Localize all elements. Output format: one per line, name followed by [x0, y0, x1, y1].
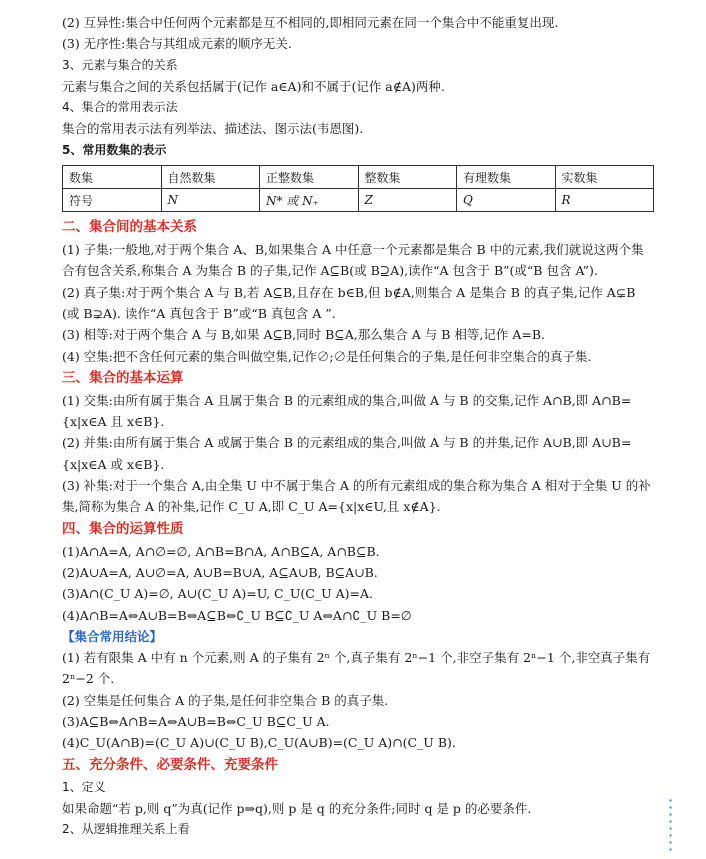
table-cell: R	[555, 189, 654, 212]
table-header-row	[63, 166, 654, 189]
subheading: 1、定义	[62, 779, 106, 794]
table-cell: 数集	[63, 166, 162, 189]
text-line: (2)A∪A=A, A∪∅=A, A∪B=B∪A, A⊆A∪B, B⊆A∪B.	[62, 564, 378, 580]
table-row	[63, 189, 654, 212]
text-line: 如果命题“若 p,则 q”为真(记作 p⇒q),则 p 是 q 的充分条件;同时 q 是 p 的必要条件.	[62, 800, 532, 816]
text-line: (2) 互异性:集合中任何两个元素都是互不相同的,即相同元素在同一个集合中不能重复出现.	[62, 15, 559, 30]
table-cell: 符号	[63, 189, 162, 212]
text-line: (3) 相等:对于两个集合 A 与 B,如果 A⊆B,同时 B⊆A,那么集合 A 与 B 相等,记作 A=B.	[62, 327, 545, 343]
text-line: (4) 空集:把不含任何元素的集合叫做空集,记作∅;∅是任何集合的子集,是任何非空集合的真子集.	[62, 348, 592, 364]
table-cell: 整数集	[358, 166, 457, 189]
text-line: (2) 空集是任何集合 A 的子集,是任何非空集合 B 的真子集.	[62, 692, 389, 708]
text-line: 合有包含关系,称集合 A 为集合 B 的子集,记作 A⊆B(或 B⊇A),读作“A 包含于 B”(或“B 包含 A”).	[62, 263, 598, 279]
text-line: (4)A∩B=A⇔A∪B=B⇔A⊆B⇔∁_U B⊆∁_U A⇔A∩∁_U B=∅	[62, 607, 412, 623]
text-line: 2ⁿ−2 个.	[62, 671, 115, 687]
decorative-dots	[669, 797, 672, 855]
text-line: (3) 无序性:集合与其组成元素的顺序无关.	[62, 36, 292, 52]
text-line: (1) 子集:一般地,对于两个集合 A、B,如果集合 A 中任意一个元素都是集合 B 中的元素,我们就说这两个集	[62, 242, 644, 258]
table-cell: Z	[358, 189, 457, 212]
section-title: 四、集合的运算性质	[62, 520, 184, 537]
subheading: 3、元素与集合的关系	[62, 57, 178, 72]
table-cell: 自然数集	[161, 166, 260, 189]
text-line: (1) 若有限集 A 中有 n 个元素,则 A 的子集有 2ⁿ 个,真子集有 2ⁿ−1 个,非空子集有 2ⁿ−1 个,非空真子集有	[62, 650, 651, 666]
text-line: 元素与集合之间的关系包括属于(记作 a∈A)和不属于(记作 a∉A)两种.	[62, 78, 445, 94]
document-page	[62, 12, 662, 841]
table-cell: 正整数集	[260, 166, 359, 189]
table-cell: N	[161, 189, 260, 212]
conclusions-title: 【集合常用结论】	[62, 628, 163, 644]
text-line: (3)A⊆B⇔A∩B=A⇔A∪B=B⇔C_U B⊆C_U A.	[62, 714, 330, 730]
text-line: (2) 并集:由所有属于集合 A 或属于集合 B 的元素组成的集合,叫做 A 与 B 的并集,记作 A∪B,即 A∪B=	[62, 435, 632, 451]
text-line: {x|x∈A 或 x∈B}.	[62, 456, 165, 472]
text-line: 集,简称为集合 A 的补集,记作 C_U A,即 C_U A={x|x∈U,且 x∉A}.	[62, 499, 441, 515]
number-set-table	[62, 165, 654, 212]
section-title: 三、集合的基本运算	[62, 369, 184, 386]
text-line: 集合的常用表示法有列举法、描述法、图示法(韦恩图).	[62, 121, 364, 137]
text-line: (1)A∩A=A, A∩∅=∅, A∩B=B∩A, A∩B⊆A, A∩B⊆B.	[62, 543, 380, 559]
text-line: {x|x∈A 且 x∈B}.	[62, 414, 165, 430]
text-line: (2) 真子集:对于两个集合 A 与 B,若 A⊆B,且存在 b∈B,但 b∉A,则集合 A 是集合 B 的真子集,记作 A⊊B	[62, 284, 636, 300]
text-line: (或 B⊋A). 读作“A 真包含于 B”或“B 真包含 A ”.	[62, 305, 336, 321]
section-title: 二、集合间的基本关系	[62, 219, 197, 236]
table-cell: 实数集	[555, 166, 654, 189]
subheading: 2、从逻辑推理关系上看	[62, 822, 190, 837]
text-line: (3)A∩(C_U A)=∅, A∪(C_U A)=U, C_U(C_U A)=A.	[62, 586, 373, 602]
subheading-number-sets: 5、常用数集的表示	[62, 142, 167, 157]
table-cell: Q	[457, 189, 556, 212]
section-title: 五、充分条件、必要条件、充要条件	[62, 756, 278, 773]
table-cell: N* 或 N₊	[260, 189, 359, 212]
text-line: (4)C_U(A∩B)=(C_U A)∪(C_U B),C_U(A∪B)=(C_U A)∩(C_U B).	[62, 735, 456, 751]
text-line: (3) 补集:对于一个集合 A,由全集 U 中不属于集合 A 的所有元素组成的集合称为集合 A 相对于全集 U 的补	[62, 478, 651, 494]
subheading: 4、集合的常用表示法	[62, 100, 178, 115]
text-line: (1) 交集:由所有属于集合 A 且属于集合 B 的元素组成的集合,叫做 A 与 B 的交集,记作 A∩B,即 A∩B=	[62, 392, 632, 408]
table-cell: 有理数集	[457, 166, 556, 189]
